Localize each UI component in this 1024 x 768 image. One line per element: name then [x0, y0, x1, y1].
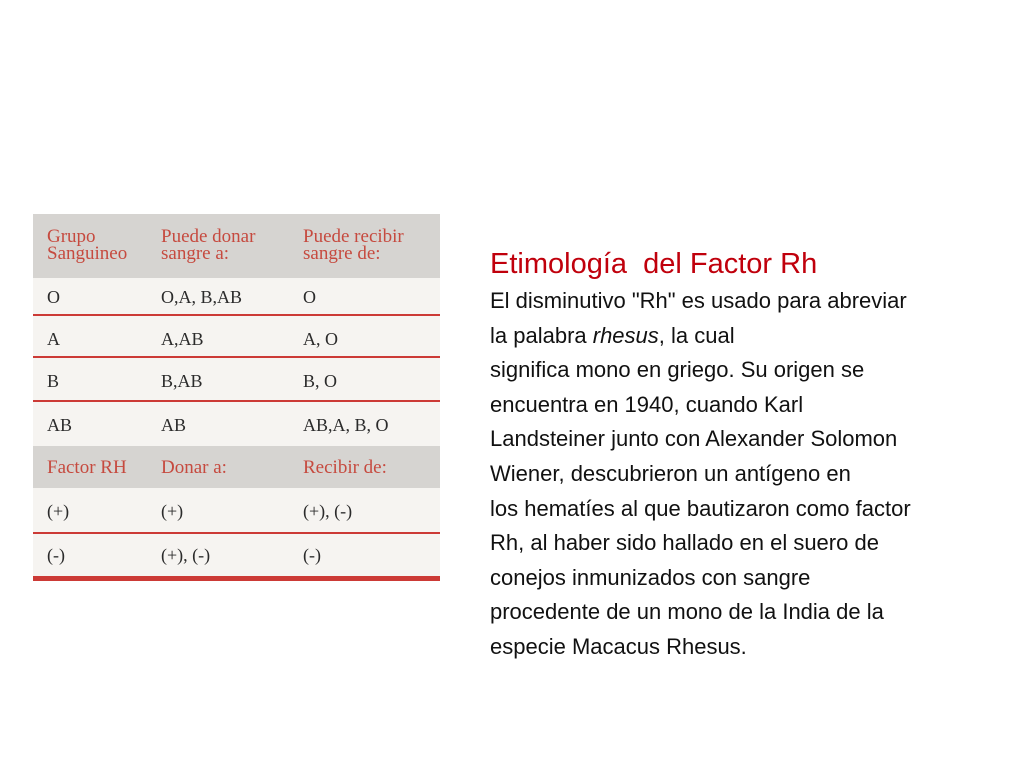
cell-group: O — [47, 287, 60, 307]
table-row — [33, 316, 440, 358]
slide-title: Etimología del Factor Rh — [490, 248, 818, 280]
table-row — [33, 358, 440, 402]
cell-receive: (-) — [303, 545, 321, 565]
cell-donate: O,A, B,AB — [161, 287, 243, 307]
blood-group-table — [33, 214, 440, 581]
cell-factor: (-) — [47, 545, 65, 565]
rhesus-italic: rhesus — [592, 322, 659, 348]
text-line: significa mono en griego. Su origen se — [490, 357, 865, 383]
text-line: los hematíes al que bautizaron como factor — [490, 495, 911, 521]
cell-group: B — [47, 371, 60, 391]
header-puede-recibir: Puede recibir sangre de: — [303, 226, 404, 264]
cell-receive: A, O — [303, 329, 338, 349]
table-subheader-row — [33, 446, 440, 488]
text-line: la palabra rhesus, la cual — [490, 322, 735, 348]
cell-receive: AB,A, B, O — [303, 415, 389, 435]
table-header-row — [33, 214, 440, 278]
cell-group: A — [47, 329, 60, 349]
text-line: Rh, al haber sido hallado en el suero de — [490, 530, 879, 556]
cell-donate: AB — [161, 415, 187, 435]
text-line: encuentra en 1940, cuando Karl — [490, 391, 804, 417]
table-row — [33, 402, 440, 446]
cell-donate: A,AB — [161, 329, 204, 349]
cell-group: AB — [47, 415, 73, 435]
text-line: Landsteiner junto con Alexander Solomon — [490, 426, 898, 452]
cell-donate: (+) — [161, 501, 184, 521]
header-grupo-sanguineo: Grupo Sanguineo — [47, 226, 128, 264]
cell-factor: (+) — [47, 501, 70, 521]
cell-donate: (+), (-) — [161, 545, 211, 565]
text-line: procedente de un mono de la India de la — [490, 599, 884, 625]
text-line: conejos inmunizados con sangre — [490, 564, 811, 590]
header-factor-rh: Factor RH — [47, 457, 127, 478]
etymology-text-block — [490, 246, 1005, 665]
cell-donate: B,AB — [161, 371, 203, 391]
table-row — [33, 278, 440, 316]
cell-receive: B, O — [303, 371, 338, 391]
text-line: Wiener, descubrieron un antígeno en — [490, 460, 851, 486]
header-recibir-de: Recibir de: — [303, 457, 387, 478]
text-line: El disminutivo "Rh" es usado para abreviar — [490, 288, 907, 313]
text-line: especie Macacus Rhesus. — [490, 633, 747, 659]
cell-receive: (+), (-) — [303, 501, 353, 521]
cell-receive: O — [303, 287, 316, 307]
header-puede-donar: Puede donar sangre a: — [161, 226, 256, 264]
table-row — [33, 534, 440, 576]
header-donar-a: Donar a: — [161, 457, 227, 478]
etymology-paragraph — [490, 284, 1005, 665]
table-row — [33, 488, 440, 534]
